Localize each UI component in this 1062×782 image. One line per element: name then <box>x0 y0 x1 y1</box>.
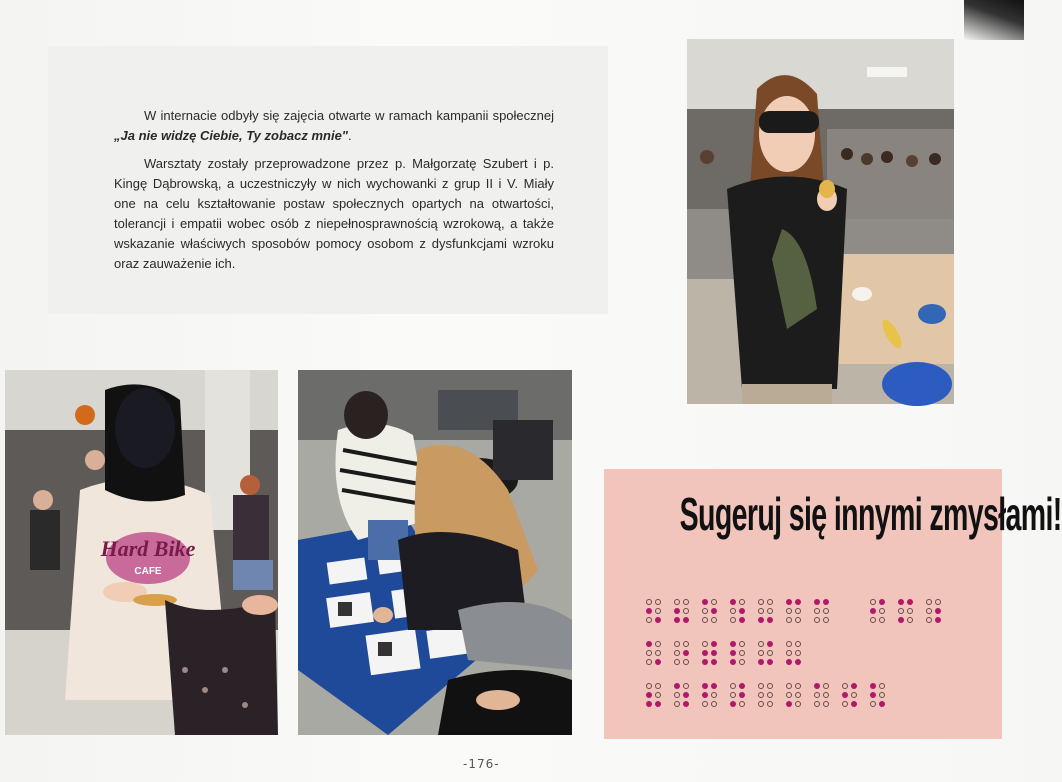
braille-dot <box>758 617 764 623</box>
braille-dot <box>655 608 661 614</box>
braille-dot <box>646 692 652 698</box>
braille-dot <box>879 617 885 623</box>
braille-dot <box>655 650 661 656</box>
braille-dot <box>870 608 876 614</box>
braille-cell <box>702 599 720 625</box>
braille-dot <box>767 617 773 623</box>
braille-cell <box>646 683 664 709</box>
braille-cell <box>730 683 748 709</box>
braille-dot <box>702 641 708 647</box>
braille-dot <box>786 641 792 647</box>
braille-cell <box>814 683 832 709</box>
braille-dot <box>646 599 652 605</box>
braille-dot <box>655 683 661 689</box>
braille-cell <box>786 599 804 625</box>
braille-dot <box>879 608 885 614</box>
braille-dot <box>646 641 652 647</box>
braille-dot <box>758 650 764 656</box>
braille-dot <box>674 683 680 689</box>
braille-cell <box>702 641 720 667</box>
braille-dot <box>702 650 708 656</box>
braille-dot <box>758 608 764 614</box>
braille-dot <box>879 683 885 689</box>
text-block <box>48 46 608 314</box>
braille-dot <box>730 683 736 689</box>
braille-dot <box>711 659 717 665</box>
braille-dot <box>879 599 885 605</box>
braille-dot <box>655 641 661 647</box>
braille-dot <box>907 608 913 614</box>
braille-dot <box>851 701 857 707</box>
braille-dot <box>739 617 745 623</box>
braille-dot <box>655 599 661 605</box>
braille-cell <box>674 683 692 709</box>
braille-dot <box>767 641 773 647</box>
braille-dot <box>674 701 680 707</box>
braille-dot <box>823 701 829 707</box>
braille-dot <box>767 692 773 698</box>
blindfolded-girl-tasting-photo <box>687 39 954 404</box>
tshirt-print-sub: CAFE <box>134 566 162 577</box>
braille-dot <box>730 608 736 614</box>
book-binding-shadow <box>964 0 1024 40</box>
braille-dot <box>935 599 941 605</box>
braille-poster <box>604 469 1062 739</box>
braille-dot <box>814 599 820 605</box>
braille-cell <box>758 599 776 625</box>
braille-dot <box>702 701 708 707</box>
braille-dot <box>786 701 792 707</box>
braille-dot <box>711 692 717 698</box>
braille-dot <box>730 659 736 665</box>
braille-dot <box>926 617 932 623</box>
braille-dot <box>702 599 708 605</box>
braille-cards-activity-photo <box>298 370 572 735</box>
braille-dot <box>842 683 848 689</box>
braille-cell <box>674 641 692 667</box>
braille-dot <box>711 641 717 647</box>
braille-dot <box>711 701 717 707</box>
braille-dot <box>795 617 801 623</box>
campaign-name: „Ja nie widzę Ciebie, Ty zobacz mnie" <box>114 128 348 143</box>
braille-dot <box>898 599 904 605</box>
braille-dot <box>823 599 829 605</box>
braille-dot <box>758 701 764 707</box>
braille-dot <box>786 683 792 689</box>
braille-dot <box>739 650 745 656</box>
braille-dot <box>823 683 829 689</box>
braille-dot <box>674 599 680 605</box>
braille-cell <box>730 599 748 625</box>
braille-dot <box>795 701 801 707</box>
braille-dot <box>907 617 913 623</box>
braille-dot <box>711 617 717 623</box>
braille-dot <box>739 701 745 707</box>
braille-dot <box>683 641 689 647</box>
braille-dot <box>655 692 661 698</box>
braille-dot <box>823 692 829 698</box>
article-text <box>114 106 554 282</box>
braille-dot <box>646 701 652 707</box>
braille-dot <box>758 599 764 605</box>
braille-dot <box>683 701 689 707</box>
braille-dot <box>739 599 745 605</box>
braille-dot <box>795 659 801 665</box>
braille-cell <box>898 599 916 625</box>
braille-dot <box>786 659 792 665</box>
braille-dot <box>795 650 801 656</box>
braille-dot <box>786 650 792 656</box>
braille-cell <box>646 641 664 667</box>
braille-cell <box>786 683 804 709</box>
braille-cell <box>786 641 804 667</box>
braille-dot <box>739 683 745 689</box>
braille-dot <box>702 608 708 614</box>
braille-dot <box>683 659 689 665</box>
braille-dot <box>739 641 745 647</box>
braille-dot <box>795 641 801 647</box>
braille-dot <box>730 701 736 707</box>
braille-dot <box>842 701 848 707</box>
braille-dot <box>814 617 820 623</box>
braille-dot <box>702 692 708 698</box>
braille-dot <box>730 617 736 623</box>
braille-dot <box>795 683 801 689</box>
braille-dot <box>870 683 876 689</box>
braille-dot <box>711 608 717 614</box>
braille-cell <box>870 599 888 625</box>
braille-dot <box>655 659 661 665</box>
braille-cell <box>758 641 776 667</box>
braille-dot <box>786 617 792 623</box>
braille-dot <box>674 608 680 614</box>
braille-dot <box>739 692 745 698</box>
braille-dot <box>907 599 913 605</box>
braille-dot <box>870 599 876 605</box>
braille-dot <box>711 599 717 605</box>
braille-dot <box>935 617 941 623</box>
braille-dot <box>767 650 773 656</box>
braille-dot <box>646 650 652 656</box>
braille-dot <box>739 659 745 665</box>
braille-dot <box>926 608 932 614</box>
braille-dot <box>683 599 689 605</box>
braille-dot <box>683 650 689 656</box>
braille-dot <box>758 683 764 689</box>
braille-dot <box>730 641 736 647</box>
braille-dot <box>702 659 708 665</box>
braille-dot <box>646 659 652 665</box>
braille-dot <box>926 599 932 605</box>
braille-dot <box>767 659 773 665</box>
braille-cell <box>814 599 832 625</box>
braille-dot <box>758 659 764 665</box>
braille-dot <box>823 617 829 623</box>
braille-dot <box>730 692 736 698</box>
braille-dot <box>767 608 773 614</box>
braille-dot <box>814 683 820 689</box>
braille-dot <box>795 608 801 614</box>
braille-dot <box>786 608 792 614</box>
braille-dot <box>898 617 904 623</box>
braille-dot <box>683 692 689 698</box>
braille-dot <box>767 701 773 707</box>
braille-dot <box>879 692 885 698</box>
braille-dot <box>702 683 708 689</box>
braille-dot <box>898 608 904 614</box>
braille-dot <box>730 650 736 656</box>
braille-dot <box>870 701 876 707</box>
braille-dot <box>814 692 820 698</box>
braille-dot <box>711 683 717 689</box>
braille-dot <box>711 650 717 656</box>
braille-dot <box>655 617 661 623</box>
braille-cell <box>842 683 860 709</box>
page-number: -176- <box>463 757 500 771</box>
braille-cell <box>758 683 776 709</box>
tshirt-print: Hard Bike <box>100 536 196 561</box>
braille-dot <box>758 641 764 647</box>
braille-cell <box>674 599 692 625</box>
braille-dot <box>767 683 773 689</box>
braille-dot <box>814 608 820 614</box>
braille-dot <box>674 650 680 656</box>
braille-dot <box>646 617 652 623</box>
braille-dot <box>842 692 848 698</box>
braille-dot <box>870 617 876 623</box>
braille-dot <box>935 608 941 614</box>
braille-dot <box>683 617 689 623</box>
braille-dot <box>730 599 736 605</box>
paragraph-2: Warsztaty zostały przeprowadzone przez p. Małgorzatę Szubert i p. Kingę Dąbrowską, a uczestniczyły w nich wychowanki z grup II i V. Miały one na celu kształtowanie postaw społecznych opartych na otwartości, tolerancji i empatii wobec osób z niepełnosprawnością wzrokową, a także wskazanie właściwych sposobów pomocy osobom z dysfunkcjami wzroku oraz zauważenie ich. <box>114 156 554 271</box>
braille-dot <box>795 599 801 605</box>
paragraph-1-end: . <box>347 128 352 143</box>
braille-cell <box>702 683 720 709</box>
paragraph-1 <box>114 106 554 146</box>
braille-dot <box>786 692 792 698</box>
braille-cell <box>730 641 748 667</box>
braille-dot <box>646 608 652 614</box>
braille-dot <box>786 599 792 605</box>
braille-dot <box>739 608 745 614</box>
braille-dot <box>646 683 652 689</box>
braille-dot <box>851 692 857 698</box>
braille-dot <box>851 683 857 689</box>
braille-dot <box>655 701 661 707</box>
braille-cell <box>646 599 664 625</box>
poster-title: Sugeruj się innymi zmysłami! <box>679 488 1062 540</box>
braille-dot <box>683 683 689 689</box>
braille-dot <box>758 692 764 698</box>
braille-cell <box>926 599 944 625</box>
braille-dot <box>823 608 829 614</box>
braille-dot <box>674 641 680 647</box>
blindfolded-girl-hard-rock-shirt-photo <box>5 370 278 735</box>
braille-dot <box>767 599 773 605</box>
braille-dot <box>674 692 680 698</box>
braille-dot <box>683 608 689 614</box>
paragraph-1-start: W internacie odbyły się zajęcia otwarte w ramach kampanii społecznej <box>144 108 554 123</box>
braille-dot <box>879 701 885 707</box>
braille-cell <box>870 683 888 709</box>
braille-dot <box>870 692 876 698</box>
braille-dot <box>674 659 680 665</box>
braille-dot <box>674 617 680 623</box>
braille-dot <box>814 701 820 707</box>
braille-dot <box>702 617 708 623</box>
braille-dot <box>795 692 801 698</box>
